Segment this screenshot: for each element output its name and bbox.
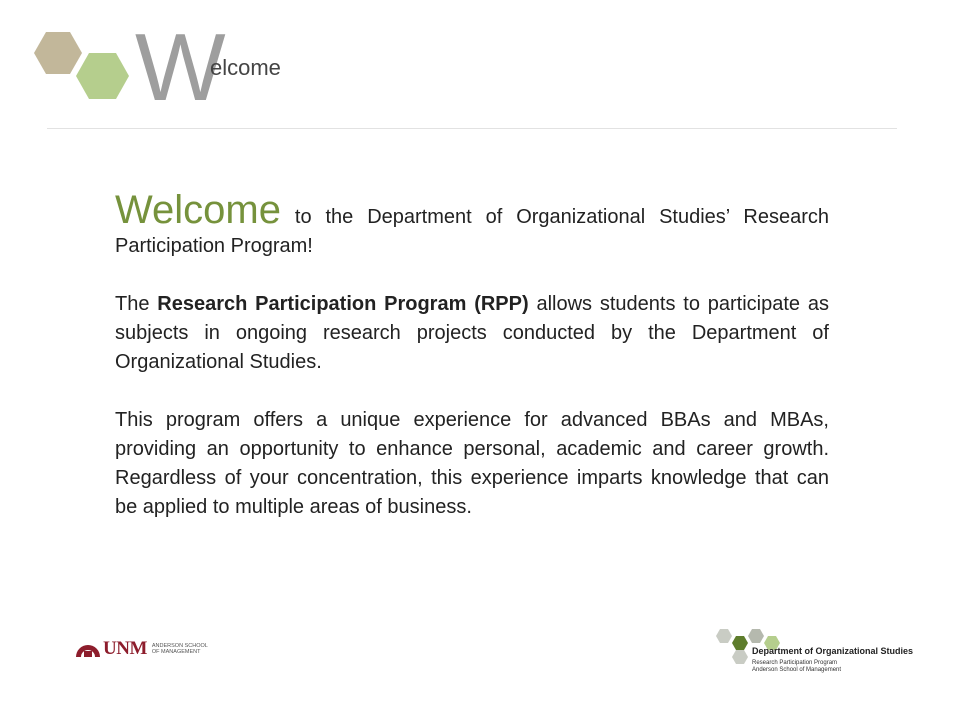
- dept-sub-line2: Anderson School of Management: [752, 667, 842, 673]
- rpp-paragraph: [115, 290, 829, 377]
- intro-paragraph: [115, 190, 829, 261]
- intro-lead-word: Welcome: [115, 188, 281, 232]
- page-title-initial: W: [135, 14, 226, 121]
- intro-text: to the Department of Organizational Studies’ Research Participation Program!: [115, 206, 829, 257]
- rpp-text-post: allows students to participate as subjects in ongoing research projects conducted by the Department of Organizational Studies.: [115, 293, 829, 373]
- program-paragraph: This program offers a unique experience for advanced BBAs and MBAs, providing an opportunity to enhance personal, academic and career growth. Regardless of your concentration, this experience imparts knowledge that can be applied to multiple areas of business.: [115, 409, 829, 518]
- page-title-rest: elcome: [210, 55, 281, 80]
- dept-name: Department of Organizational Studies: [752, 646, 914, 656]
- main-content: [115, 190, 829, 551]
- dept-subtitle: [752, 660, 841, 674]
- hexagon-logo-icon: [28, 28, 138, 108]
- unm-sub-line2: OF MANAGEMENT: [151, 649, 201, 655]
- unm-sub-line1: ANDERSON SCHOOL: [151, 643, 208, 649]
- unm-arc-icon: [75, 639, 101, 659]
- rpp-text-pre: The: [115, 293, 158, 315]
- rpp-bold: Research Participation Program (RPP): [157, 293, 529, 315]
- dept-sub-line1: Research Participation Program: [752, 660, 838, 666]
- unm-logo: [75, 638, 208, 660]
- header-divider: [47, 128, 897, 129]
- unm-logo-subtitle: [152, 643, 208, 655]
- unm-logo-text: UNM: [103, 638, 147, 659]
